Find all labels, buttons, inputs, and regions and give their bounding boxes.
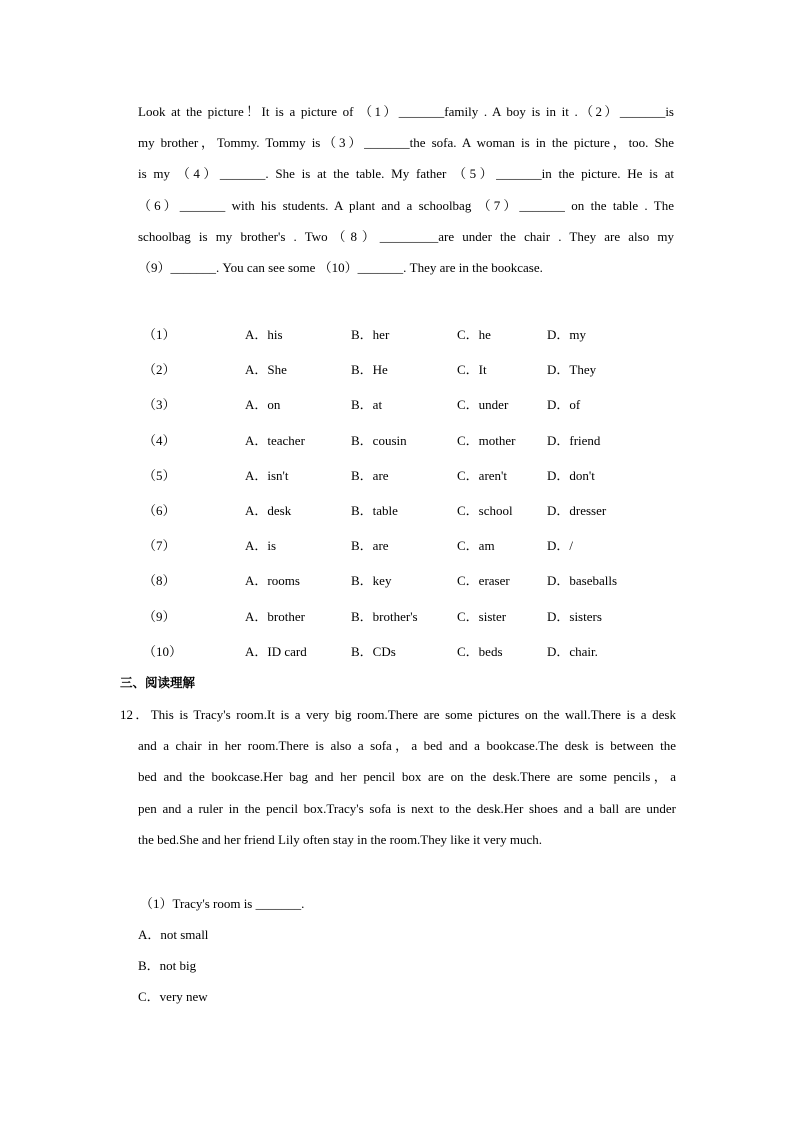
option-b: B．table [351, 502, 398, 518]
section-heading: 三、阅读理解 [120, 675, 196, 690]
option-a: A．isn't [245, 467, 289, 483]
option-a: A．on [245, 397, 281, 413]
option-d: D．/ [547, 538, 574, 554]
passage-line-6: （9）_______. You can see some （10）_______. They are in the bookcase. [138, 260, 543, 276]
option-c: C．aren't [457, 467, 507, 483]
option-c: C．am [457, 538, 495, 554]
option-number: （5） [143, 467, 176, 483]
option-a: A．his [245, 327, 283, 342]
option-d: D．of [547, 397, 581, 413]
option-c: C．under [457, 397, 509, 413]
option-number: （8） [143, 573, 176, 589]
option-c: C．mother [457, 432, 516, 448]
option-b: B．brother's [351, 608, 418, 624]
option-d: D．baseballs [547, 573, 618, 589]
choice-c: C．very new [138, 989, 208, 1004]
option-number: （9） [143, 608, 176, 624]
option-b: B．He [351, 362, 388, 378]
option-a: A．brother [245, 608, 305, 624]
option-d: D．my [547, 327, 587, 342]
option-number: （2） [143, 362, 176, 378]
option-number: （6） [143, 502, 176, 518]
reading-line-5: the bed.She and her friend Lily often stay in the room.They like it very much. [138, 831, 542, 847]
passage-line-4: （6）_______ with his students. A plant and a schoolbag （7）_______ on the table . The [138, 197, 674, 213]
option-a: A．desk [245, 502, 292, 518]
option-c: C．school [457, 502, 513, 518]
option-d: D．dresser [547, 502, 607, 518]
reading-line-1: 12．This is Tracy's room.It is a very big room.There are some pictures on the wall.There is a desk [120, 707, 676, 722]
option-number: （1） [143, 327, 176, 342]
reading-line-2: and a chair in her room.There is also a sofa，a bed and a bookcase.The desk is between the [138, 738, 676, 754]
reading-line-4: pen and a ruler in the pencil box.Tracy's sofa is next to the desk.Her shoes and a ball are under [138, 800, 676, 816]
option-a: A．rooms [245, 573, 300, 589]
option-c: C．It [457, 362, 487, 378]
question-text: （1）Tracy's room is _______. [140, 896, 305, 911]
choice-a: A．not small [138, 927, 209, 942]
choice-b: B．not big [138, 958, 197, 973]
option-d: D．chair. [547, 643, 598, 659]
option-b: B．CDs [351, 643, 396, 659]
option-c: C．eraser [457, 573, 510, 589]
option-a: A．ID card [245, 643, 307, 659]
option-a: A．teacher [245, 432, 305, 448]
passage-line-5: schoolbag is my brother's . Two（8）_________are under the chair . They are also my [138, 228, 674, 244]
option-a: A．is [245, 538, 277, 554]
option-b: B．her [351, 327, 390, 342]
passage-line-2: my brother，Tommy. Tommy is（3）_______the sofa. A woman is in the picture，too. She [138, 135, 674, 151]
option-d: D．don't [547, 467, 595, 483]
reading-line-3: bed and the bookcase.Her bag and her pencil box are on the desk.There are some pencils，a [138, 769, 676, 785]
option-b: B．key [351, 573, 392, 589]
option-number: （4） [143, 432, 176, 448]
option-number: （3） [143, 397, 176, 413]
passage-line-3: is my （4）_______. She is at the table. My father （5）_______in the picture. He is at [138, 166, 674, 182]
option-d: D．They [547, 362, 597, 378]
option-c: C．he [457, 327, 491, 342]
option-number: （10） [143, 643, 183, 659]
option-c: C．beds [457, 643, 503, 659]
option-a: A．She [245, 362, 287, 378]
option-b: B．are [351, 538, 389, 554]
passage-line-1: Look at the picture！It is a picture of （1）_______family . A boy is in it .（2）_______is [138, 104, 674, 119]
option-b: B．at [351, 397, 383, 413]
reading-passage [120, 699, 676, 855]
option-number: （7） [143, 538, 176, 554]
option-b: B．are [351, 467, 389, 483]
option-b: B．cousin [351, 432, 407, 448]
cloze-passage [138, 96, 674, 283]
option-d: D．sisters [547, 608, 602, 624]
option-d: D．friend [547, 432, 601, 448]
option-c: C．sister [457, 608, 507, 624]
